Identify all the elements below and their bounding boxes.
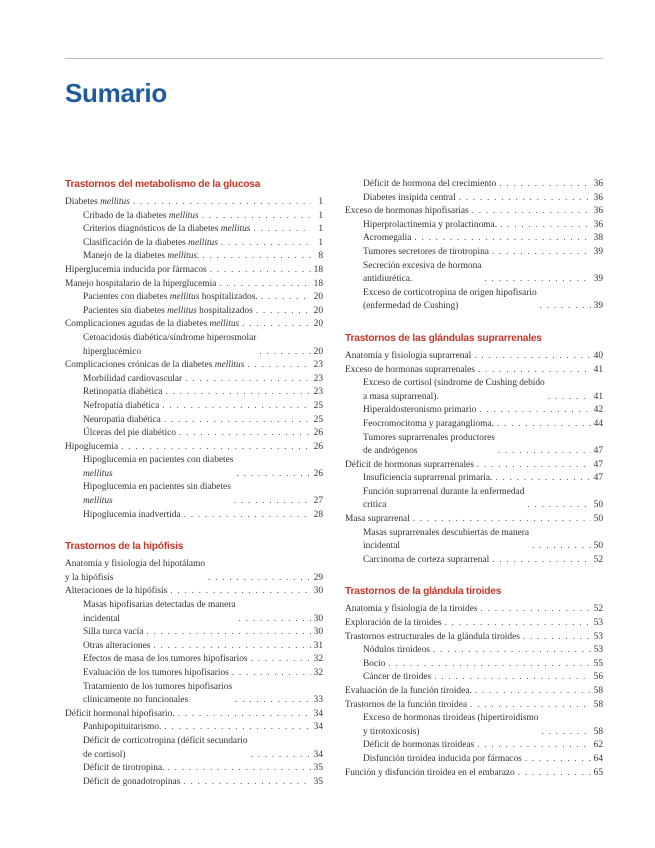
toc-entry-page: 52	[593, 554, 603, 565]
toc-entry-page: 34	[313, 708, 323, 719]
toc-entry[interactable]	[345, 205, 603, 219]
dot-leader	[251, 653, 311, 667]
dot-leader	[153, 640, 311, 654]
toc-entry-title: Diabetes insípida central	[363, 192, 456, 203]
toc-column-left	[65, 178, 323, 789]
toc-entry-title: Manejo hospitalario de la hiperglucemia	[65, 278, 217, 289]
toc-entry-title: Alteraciones de la hipófisis	[65, 586, 168, 597]
toc-entry-page: 33	[313, 695, 323, 706]
dot-leader	[518, 767, 591, 781]
dot-leader	[162, 400, 311, 414]
dot-leader	[239, 613, 311, 627]
toc-entry-title: Anatomía y fisiología del hipotálamo y la hipófisis	[65, 559, 206, 583]
section-heading: Trastornos de la hipófisis	[65, 541, 184, 553]
toc-entry[interactable]	[65, 210, 323, 224]
toc-entry-page: 36	[593, 206, 603, 217]
toc-entry-title: Déficit de hormonas suprarrenales	[345, 459, 474, 470]
toc-entry-page: 53	[593, 631, 603, 642]
toc-entry-page: 41	[593, 364, 603, 375]
page-title: Sumario	[65, 78, 167, 108]
dot-leader	[251, 749, 311, 763]
dot-leader	[475, 685, 591, 699]
toc-entry-title: Hiperaldosteronismo primario	[363, 405, 477, 416]
dot-leader	[492, 246, 591, 260]
toc-entry-title: Complicaciones crónicas de la diabetes mellitus	[65, 360, 245, 371]
toc-entry-page: 41	[593, 391, 603, 402]
toc-entry-title: Déficit de tirotropina.	[83, 763, 165, 774]
toc-entry-page: 62	[593, 740, 603, 751]
toc-entry[interactable]	[65, 414, 323, 428]
toc-entry-title: Evaluación de los tumores hipofisarios	[83, 668, 229, 678]
toc-entry-page: 35	[313, 763, 323, 774]
toc-entry[interactable]	[345, 246, 603, 260]
dot-leader	[523, 631, 591, 645]
dot-leader	[532, 540, 591, 554]
toc-entry[interactable]	[65, 386, 323, 400]
toc-entry-page: 65	[593, 767, 603, 778]
toc-entry-page: 32	[313, 654, 323, 665]
toc-entry-title: Déficit de hormonas tiroideas	[363, 740, 475, 751]
toc-entry-page: 20	[313, 305, 323, 316]
dot-leader	[235, 694, 311, 708]
toc-entry-title: Manejo de la diabetes mellitus.	[83, 251, 200, 262]
toc-entry-title: Déficit de corticotropina (déficit secundario de cortisol)	[83, 735, 248, 760]
toc-entry[interactable]	[65, 264, 323, 278]
dot-leader	[164, 414, 311, 428]
toc-entry-title: Cáncer de tiroides	[363, 672, 432, 683]
toc-entry[interactable]	[65, 441, 323, 455]
toc-entry-title: Hipoglucemia en pacientes con diabetes mellitus	[83, 455, 234, 479]
toc-entry-title: Tumores suprarrenales productores de andrógenos	[363, 432, 495, 457]
dot-leader	[492, 554, 591, 568]
toc-entry-title: Úlceras del pie diabético	[83, 428, 176, 439]
toc-entry-title: Insuficiencia suprarrenal primaria.	[363, 473, 493, 484]
toc-entry[interactable]	[65, 599, 323, 626]
toc-entry[interactable]	[65, 223, 323, 237]
toc-entry[interactable]	[65, 359, 323, 373]
toc-entry-title: Morbilidad cardiovascular	[83, 373, 183, 384]
toc-entry[interactable]	[345, 631, 603, 645]
toc-list	[345, 178, 603, 314]
dot-leader	[164, 721, 311, 735]
toc-entry-title: Tratamiento de los tumores hipofisarios clínicamente no funcionales	[83, 681, 233, 706]
dot-leader	[232, 667, 311, 681]
toc-entry[interactable]	[65, 721, 323, 735]
dot-leader	[178, 708, 311, 722]
toc-entry-title: Nefropatía diabética	[83, 400, 160, 411]
dot-leader	[146, 626, 311, 640]
toc-entry[interactable]	[65, 250, 323, 264]
toc-entry-page: 26	[313, 441, 323, 452]
toc-entry[interactable]	[65, 776, 323, 790]
toc-entry[interactable]	[345, 287, 603, 314]
toc-entry-page: 32	[313, 668, 323, 678]
toc-entry-page: 30	[313, 613, 323, 624]
dot-leader	[256, 305, 311, 319]
toc-entry[interactable]	[65, 291, 323, 305]
toc-entry[interactable]	[345, 658, 603, 672]
toc-entry-title: Hipoglucemia en pacientes sin diabetes mellitus	[83, 482, 231, 507]
toc-entry-page: 47	[593, 459, 603, 470]
dot-leader	[247, 359, 311, 373]
toc-entry-page: 53	[593, 645, 603, 656]
toc-entry[interactable]	[65, 585, 323, 599]
toc-entry-title: Exceso de cortisol (síndrome de Cushing debido a masa suprarrenal).	[363, 378, 545, 402]
toc-entry-page: 1	[318, 237, 323, 248]
toc-entry-title: Acromegalia	[363, 233, 412, 244]
dot-leader	[414, 232, 591, 246]
dot-leader	[540, 300, 591, 314]
toc-entry[interactable]	[345, 513, 603, 527]
dot-leader	[165, 386, 311, 400]
toc-entry-page: 35	[313, 776, 323, 787]
toc-entry-title: Exceso de hormonas hipofisarias	[345, 206, 469, 217]
section-heading: Trastornos de las glándulas suprarrenales	[345, 332, 542, 344]
toc-entry-page: 34	[313, 749, 323, 760]
toc-entry-page: 50	[593, 514, 603, 525]
dot-leader	[202, 210, 311, 224]
dot-leader	[121, 441, 311, 455]
toc-entry-page: 56	[593, 672, 603, 683]
toc-entry-page: 30	[313, 627, 323, 638]
toc-entry-title: Exceso de corticotropina de origen hipofisario (enfermedad de Cushing)	[363, 287, 537, 312]
dot-leader	[541, 726, 591, 740]
toc-entry-page: 44	[593, 418, 603, 429]
toc-list	[65, 196, 323, 522]
toc-entry[interactable]	[345, 753, 603, 767]
toc-entry-title: Pacientes sin diabetes mellitus hospitalizados	[83, 305, 253, 316]
toc-entry[interactable]	[345, 699, 603, 713]
toc-entry-page: 64	[593, 753, 603, 764]
dot-leader	[133, 196, 311, 210]
toc-entry-page: 39	[593, 274, 603, 285]
dot-leader	[202, 250, 311, 264]
toc-entry[interactable]	[345, 377, 603, 404]
toc-entry[interactable]	[65, 681, 323, 708]
toc-entry-title: Anatomía y fisiología suprarrenal	[345, 350, 472, 361]
toc-entry-page: 47	[593, 446, 603, 457]
toc-entry[interactable]	[345, 219, 603, 233]
toc-entry[interactable]	[65, 373, 323, 387]
dot-leader	[445, 617, 591, 631]
dot-leader	[495, 472, 591, 486]
dot-leader	[479, 404, 591, 418]
toc-entry-title: Exceso de hormonas suprarrenales	[345, 364, 475, 375]
toc-entry-title: Feocromocitoma y paraganglioma.	[363, 418, 494, 429]
toc-entry[interactable]	[345, 644, 603, 658]
dot-leader	[477, 459, 591, 473]
toc-entry-title: Retinopatía diabética	[83, 387, 163, 398]
toc-entry-title: Efectos de masa de los tumores hipofisarios	[83, 654, 248, 665]
toc-entry[interactable]	[65, 427, 323, 441]
toc-entry[interactable]	[65, 318, 323, 332]
dot-leader	[234, 495, 311, 509]
dot-leader	[184, 509, 311, 523]
toc-entry-page: 23	[313, 387, 323, 398]
toc-entry[interactable]	[345, 418, 603, 432]
toc-entry-page: 36	[593, 192, 603, 203]
dot-leader	[219, 278, 311, 292]
dot-leader	[527, 499, 591, 513]
toc-entry[interactable]	[345, 712, 603, 739]
toc-entry-title: Déficit hormonal hipofisario.	[65, 708, 175, 719]
dot-leader	[413, 513, 591, 527]
toc-entry-title: Tumores secretores de tirotropina	[363, 246, 489, 257]
toc-entry-title: Hiperprolactinemia y prolactinoma.	[363, 219, 498, 230]
toc-entry-page: 47	[593, 473, 603, 484]
toc-column-right	[345, 178, 603, 780]
dot-leader	[179, 427, 311, 441]
toc-entry-title: Cetoacidosis diabética/síndrome hiperosmolar hiperglucémico	[83, 332, 257, 357]
toc-entry[interactable]	[345, 617, 603, 631]
toc-entry-title: Hiperglucemia inducida por fármacos	[65, 264, 207, 275]
section-heading: Trastornos de la glándula tiroides	[345, 586, 502, 598]
toc-entry-title: Masa suprarrenal	[345, 514, 410, 525]
toc-entry[interactable]	[65, 653, 323, 667]
toc-entry[interactable]	[65, 278, 323, 292]
toc-entry[interactable]	[65, 305, 323, 319]
toc-entry-page: 26	[313, 468, 323, 479]
dot-leader	[434, 671, 591, 685]
toc-entry[interactable]	[65, 626, 323, 640]
toc-entry-page: 39	[593, 246, 603, 257]
toc-entry[interactable]	[65, 400, 323, 414]
toc-entry-page: 58	[593, 699, 603, 710]
toc-entry[interactable]	[345, 472, 603, 486]
dot-leader	[477, 739, 591, 753]
toc-entry-title: Déficit de hormona del crecimiento	[363, 179, 497, 189]
dot-leader	[472, 205, 591, 219]
dot-leader	[525, 753, 591, 767]
toc-entry-title: Cribado de la diabetes mellitus	[83, 210, 199, 221]
dot-leader	[208, 572, 311, 586]
toc-entry[interactable]	[65, 708, 323, 722]
toc-entry[interactable]	[65, 454, 323, 481]
toc-entry[interactable]	[345, 432, 603, 459]
dot-leader	[548, 391, 591, 405]
toc-entry[interactable]	[345, 739, 603, 753]
section-heading: Trastornos del metabolismo de la glucosa	[65, 179, 261, 190]
toc-entry-title: Clasificación de la diabetes mellitus	[83, 237, 218, 248]
dot-leader	[433, 644, 591, 658]
toc-entry[interactable]	[65, 667, 323, 681]
toc-entry[interactable]	[65, 735, 323, 762]
toc-entry-title: Trastornos estructurales de la glándula tiroides	[345, 631, 520, 642]
dot-leader	[242, 318, 311, 332]
toc-entry-page: 40	[593, 350, 603, 361]
toc-entry-title: Bocio	[363, 658, 386, 669]
toc-entry-title: Exceso de hormonas tiroideas (hipertiroidismo y tirotoxicosis)	[363, 713, 539, 737]
toc-entry-page: 25	[313, 414, 323, 425]
toc-entry-title: Hipoglucemia inadvertida	[83, 509, 181, 520]
toc-entry-title: Masas hipofisarias detectadas de manera incidental	[83, 600, 236, 624]
toc-entry-title: Diabetes mellitus	[65, 197, 130, 207]
toc-entry-page: 30	[313, 586, 323, 597]
dot-leader	[470, 699, 591, 713]
toc-entry-title: Disfunción tiroidea inducida por fármacos	[363, 753, 522, 764]
toc-entry[interactable]	[345, 178, 603, 192]
toc-entry[interactable]	[345, 350, 603, 364]
top-rule	[65, 58, 603, 59]
toc-entry[interactable]	[345, 527, 603, 554]
toc-entry-title: Criterios diagnósticos de la diabetes mellitus	[83, 224, 251, 235]
dot-leader	[210, 264, 311, 278]
toc-entry[interactable]	[345, 554, 603, 568]
toc-entry-title: Silla turca vacía	[83, 627, 144, 638]
toc-entry[interactable]	[65, 558, 323, 585]
toc-entry-title: Pacientes con diabetes mellitus hospitalizados.	[83, 292, 258, 303]
dot-leader	[497, 418, 591, 432]
toc-entry-page: 8	[318, 251, 323, 262]
dot-leader	[236, 468, 311, 482]
toc-entry-page: 36	[593, 179, 603, 189]
toc-entry[interactable]	[345, 767, 603, 781]
toc-entry-page: 36	[593, 219, 603, 230]
dot-leader	[478, 364, 591, 378]
toc-entry-page: 18	[313, 264, 323, 275]
dot-leader	[259, 346, 311, 360]
toc-entry-page: 26	[313, 428, 323, 439]
toc-entry-page: 20	[313, 319, 323, 330]
toc-entry[interactable]	[65, 196, 323, 210]
toc-entry[interactable]	[345, 404, 603, 418]
toc-entry-title: Anatomía y fisiología de la tiroides	[345, 604, 478, 615]
toc-entry[interactable]	[65, 481, 323, 508]
toc-entry[interactable]	[345, 603, 603, 617]
toc-entry-page: 29	[313, 572, 323, 583]
toc-entry-page: 38	[593, 233, 603, 244]
dot-leader	[170, 585, 311, 599]
toc-entry-title: Exploración de la tiroides	[345, 618, 442, 629]
toc-entry-title: Nódulos tiroideos	[363, 645, 430, 656]
toc-entry-page: 39	[593, 301, 603, 312]
toc-entry-page: 50	[593, 541, 603, 552]
toc-entry-title: Trastornos de la función tiroidea	[345, 699, 468, 710]
toc-entry-page: 20	[313, 292, 323, 303]
dot-leader	[474, 350, 591, 364]
toc-entry-title: Otras alteraciones	[83, 640, 151, 651]
toc-entry[interactable]	[65, 640, 323, 654]
toc-entry-title: Complicaciones agudas de la diabetes mellitus	[65, 319, 240, 330]
toc-entry[interactable]	[345, 232, 603, 246]
toc-entry-title: Panhipopituitarismo.	[83, 722, 162, 733]
toc-entry[interactable]	[65, 762, 323, 776]
toc-entry-title: Déficit de gonadotropinas	[83, 776, 181, 787]
toc-entry-page: 53	[593, 618, 603, 629]
toc-entry[interactable]	[65, 237, 323, 251]
toc-list	[345, 350, 603, 568]
dot-leader	[253, 223, 311, 237]
toc-entry-page: 1	[318, 197, 323, 207]
toc-entry-page: 25	[313, 400, 323, 411]
toc-entry-page: 55	[593, 658, 603, 669]
toc-list	[345, 603, 603, 780]
toc-entry-page: 58	[593, 686, 603, 696]
dot-leader	[185, 373, 311, 387]
toc-entry-page: 42	[593, 405, 603, 416]
dot-leader	[388, 658, 591, 672]
toc-entry-page: 58	[593, 726, 603, 737]
toc-entry-page: 1	[318, 224, 323, 235]
dot-leader	[499, 178, 591, 192]
toc-entry-title: Evaluación de la función tiroidea.	[345, 686, 472, 696]
toc-entry[interactable]	[345, 364, 603, 378]
toc-entry[interactable]	[345, 486, 603, 513]
toc-entry-page: 23	[313, 373, 323, 384]
dot-leader	[183, 776, 311, 790]
dot-leader	[459, 192, 591, 206]
toc-entry[interactable]	[65, 509, 323, 523]
toc-entry[interactable]	[345, 685, 603, 699]
toc-entry-title: Función suprarrenal durante la enfermedad crítica	[363, 486, 525, 511]
toc-entry-page: 20	[313, 346, 323, 357]
toc-entry-page: 18	[313, 278, 323, 289]
toc-entry-title: Carcinoma de corteza suprarrenal	[363, 554, 490, 565]
toc-entry-title: Masas suprarrenales descubiertas de manera incidental	[363, 527, 530, 552]
toc-entry-title: Hipoglucemia	[65, 441, 119, 452]
dot-leader	[498, 445, 591, 459]
toc-entry-page: 27	[313, 496, 323, 507]
toc-entry-title: Función y disfunción tiroidea en el embarazo	[345, 767, 515, 778]
toc-entry-title: Secreción excesiva de hormona antidiurética.	[363, 260, 482, 285]
toc-entry[interactable]	[345, 671, 603, 685]
dot-leader	[167, 762, 311, 776]
dot-leader	[484, 273, 591, 287]
toc-entry[interactable]	[345, 260, 603, 287]
toc-entry-title: Neuropatía diabética	[83, 414, 161, 425]
toc-entry-page: 52	[593, 604, 603, 615]
dot-leader	[500, 219, 591, 233]
toc-entry[interactable]	[345, 459, 603, 473]
toc-entry-page: 31	[313, 640, 323, 651]
dot-leader	[221, 237, 311, 251]
toc-entry-page: 1	[318, 210, 323, 221]
dot-leader	[261, 291, 311, 305]
toc-entry-page: 50	[593, 500, 603, 511]
toc-list	[65, 558, 323, 789]
toc-entry[interactable]	[345, 192, 603, 206]
toc-entry-page: 23	[313, 360, 323, 371]
toc-entry[interactable]	[65, 332, 323, 359]
toc-entry-page: 28	[313, 509, 323, 520]
dot-leader	[481, 603, 591, 617]
toc-entry-page: 34	[313, 722, 323, 733]
